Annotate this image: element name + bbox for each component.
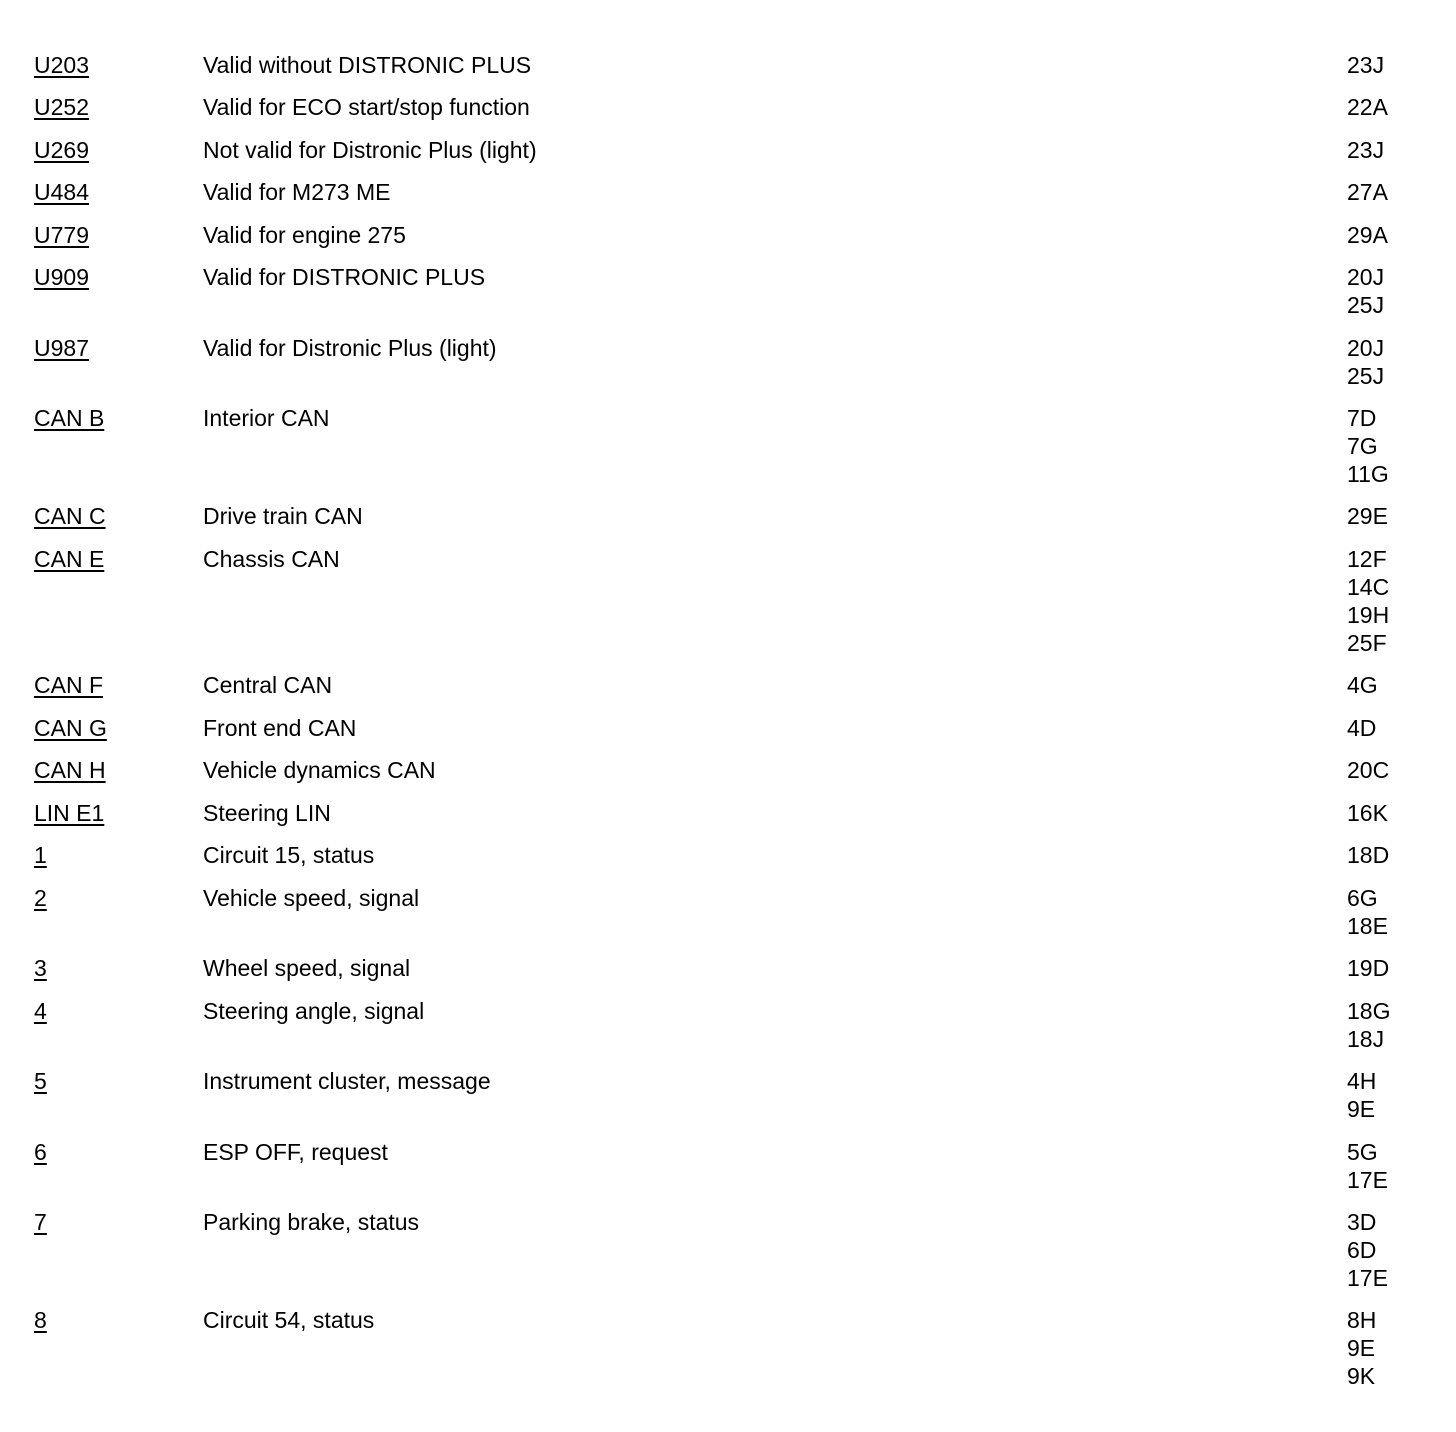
grid-reference: 16K	[1347, 800, 1388, 826]
code-link[interactable]: 3	[34, 955, 47, 981]
grid-reference: 23J	[1347, 137, 1385, 163]
grid-references	[1347, 756, 1389, 784]
description: Circuit 15, status	[203, 842, 375, 868]
code-link[interactable]: U252	[34, 94, 89, 120]
grid-references	[1347, 799, 1388, 827]
grid-reference: 11G	[1347, 461, 1389, 487]
grid-reference: 9E	[1347, 1096, 1376, 1122]
grid-reference: 18D	[1347, 842, 1390, 868]
code-link[interactable]: U484	[34, 179, 89, 205]
grid-references	[1347, 502, 1388, 530]
code-link[interactable]: 5	[34, 1068, 47, 1094]
grid-reference: 20J	[1347, 335, 1385, 361]
grid-reference: 22A	[1347, 94, 1388, 120]
description: Not valid for Distronic Plus (light)	[203, 137, 537, 163]
code-link[interactable]: 2	[34, 885, 47, 911]
grid-references	[1347, 1208, 1388, 1292]
grid-references	[1347, 954, 1389, 982]
grid-references	[1347, 714, 1376, 742]
description: Vehicle speed, signal	[203, 885, 420, 911]
code-link[interactable]: U203	[34, 52, 89, 78]
grid-reference: 27A	[1347, 179, 1388, 205]
grid-reference: 4H	[1347, 1068, 1377, 1094]
description: Interior CAN	[203, 405, 330, 431]
code-link[interactable]: 7	[34, 1209, 47, 1235]
code-link[interactable]: LIN E1	[34, 800, 105, 826]
grid-references	[1347, 1306, 1376, 1390]
grid-reference: 6D	[1347, 1237, 1377, 1263]
grid-references	[1347, 178, 1388, 206]
grid-reference: 5G	[1347, 1139, 1378, 1165]
code-link[interactable]: 1	[34, 842, 47, 868]
grid-reference: 25J	[1347, 363, 1385, 389]
grid-reference: 20C	[1347, 757, 1390, 783]
grid-reference: 7D	[1347, 405, 1377, 431]
grid-references	[1347, 671, 1378, 699]
description: Front end CAN	[203, 715, 357, 741]
description: Valid for M273 ME	[203, 179, 391, 205]
code-link[interactable]: CAN H	[34, 757, 106, 783]
description: Valid for engine 275	[203, 222, 406, 248]
grid-reference: 17E	[1347, 1167, 1388, 1193]
grid-references	[1347, 221, 1388, 249]
description: Steering angle, signal	[203, 998, 425, 1024]
grid-reference: 25F	[1347, 630, 1387, 656]
grid-references	[1347, 136, 1384, 164]
description: Central CAN	[203, 672, 333, 698]
grid-reference: 14C	[1347, 574, 1390, 600]
grid-references	[1347, 997, 1390, 1053]
description: Chassis CAN	[203, 546, 340, 572]
grid-reference: 7G	[1347, 433, 1378, 459]
grid-reference: 19D	[1347, 955, 1390, 981]
grid-reference: 20J	[1347, 264, 1385, 290]
grid-reference: 18G	[1347, 998, 1391, 1024]
grid-references	[1347, 404, 1389, 488]
grid-references	[1347, 1067, 1376, 1123]
grid-reference: 9E	[1347, 1335, 1376, 1361]
grid-reference: 12F	[1347, 546, 1387, 572]
grid-reference: 29A	[1347, 222, 1388, 248]
grid-reference: 18J	[1347, 1026, 1385, 1052]
code-link[interactable]: CAN C	[34, 503, 106, 529]
grid-references	[1347, 263, 1384, 319]
grid-references	[1347, 841, 1389, 869]
code-link[interactable]: U269	[34, 137, 89, 163]
code-link[interactable]: CAN B	[34, 405, 105, 431]
code-link[interactable]: U987	[34, 335, 89, 361]
code-link[interactable]: 8	[34, 1307, 47, 1333]
grid-reference: 8H	[1347, 1307, 1377, 1333]
description: Instrument cluster, message	[203, 1068, 491, 1094]
grid-references	[1347, 93, 1388, 121]
grid-references	[1347, 884, 1388, 940]
grid-reference: 4G	[1347, 672, 1378, 698]
description: Valid without DISTRONIC PLUS	[203, 52, 532, 78]
grid-references	[1347, 545, 1389, 657]
grid-reference: 19H	[1347, 602, 1390, 628]
description: Drive train CAN	[203, 503, 363, 529]
code-link[interactable]: CAN E	[34, 546, 105, 572]
grid-reference: 23J	[1347, 52, 1385, 78]
grid-reference: 17E	[1347, 1265, 1388, 1291]
code-link[interactable]: CAN F	[34, 672, 103, 698]
description: Vehicle dynamics CAN	[203, 757, 436, 783]
grid-reference: 29E	[1347, 503, 1388, 529]
code-link[interactable]: CAN G	[34, 715, 107, 741]
grid-references	[1347, 1138, 1388, 1194]
description: Wheel speed, signal	[203, 955, 411, 981]
description: Valid for Distronic Plus (light)	[203, 335, 497, 361]
code-link[interactable]: U909	[34, 264, 89, 290]
description: ESP OFF, request	[203, 1139, 388, 1165]
code-link[interactable]: U779	[34, 222, 89, 248]
description: Valid for DISTRONIC PLUS	[203, 264, 486, 290]
grid-reference: 6G	[1347, 885, 1378, 911]
code-link[interactable]: 6	[34, 1139, 47, 1165]
code-link[interactable]: 4	[34, 998, 47, 1024]
grid-references	[1347, 51, 1384, 79]
description: Circuit 54, status	[203, 1307, 375, 1333]
grid-references	[1347, 334, 1384, 390]
grid-reference: 18E	[1347, 913, 1388, 939]
description: Valid for ECO start/stop function	[203, 94, 530, 120]
description: Parking brake, status	[203, 1209, 420, 1235]
grid-reference: 4D	[1347, 715, 1377, 741]
grid-reference: 9K	[1347, 1363, 1376, 1389]
grid-reference: 3D	[1347, 1209, 1377, 1235]
grid-reference: 25J	[1347, 292, 1385, 318]
description: Steering LIN	[203, 800, 331, 826]
